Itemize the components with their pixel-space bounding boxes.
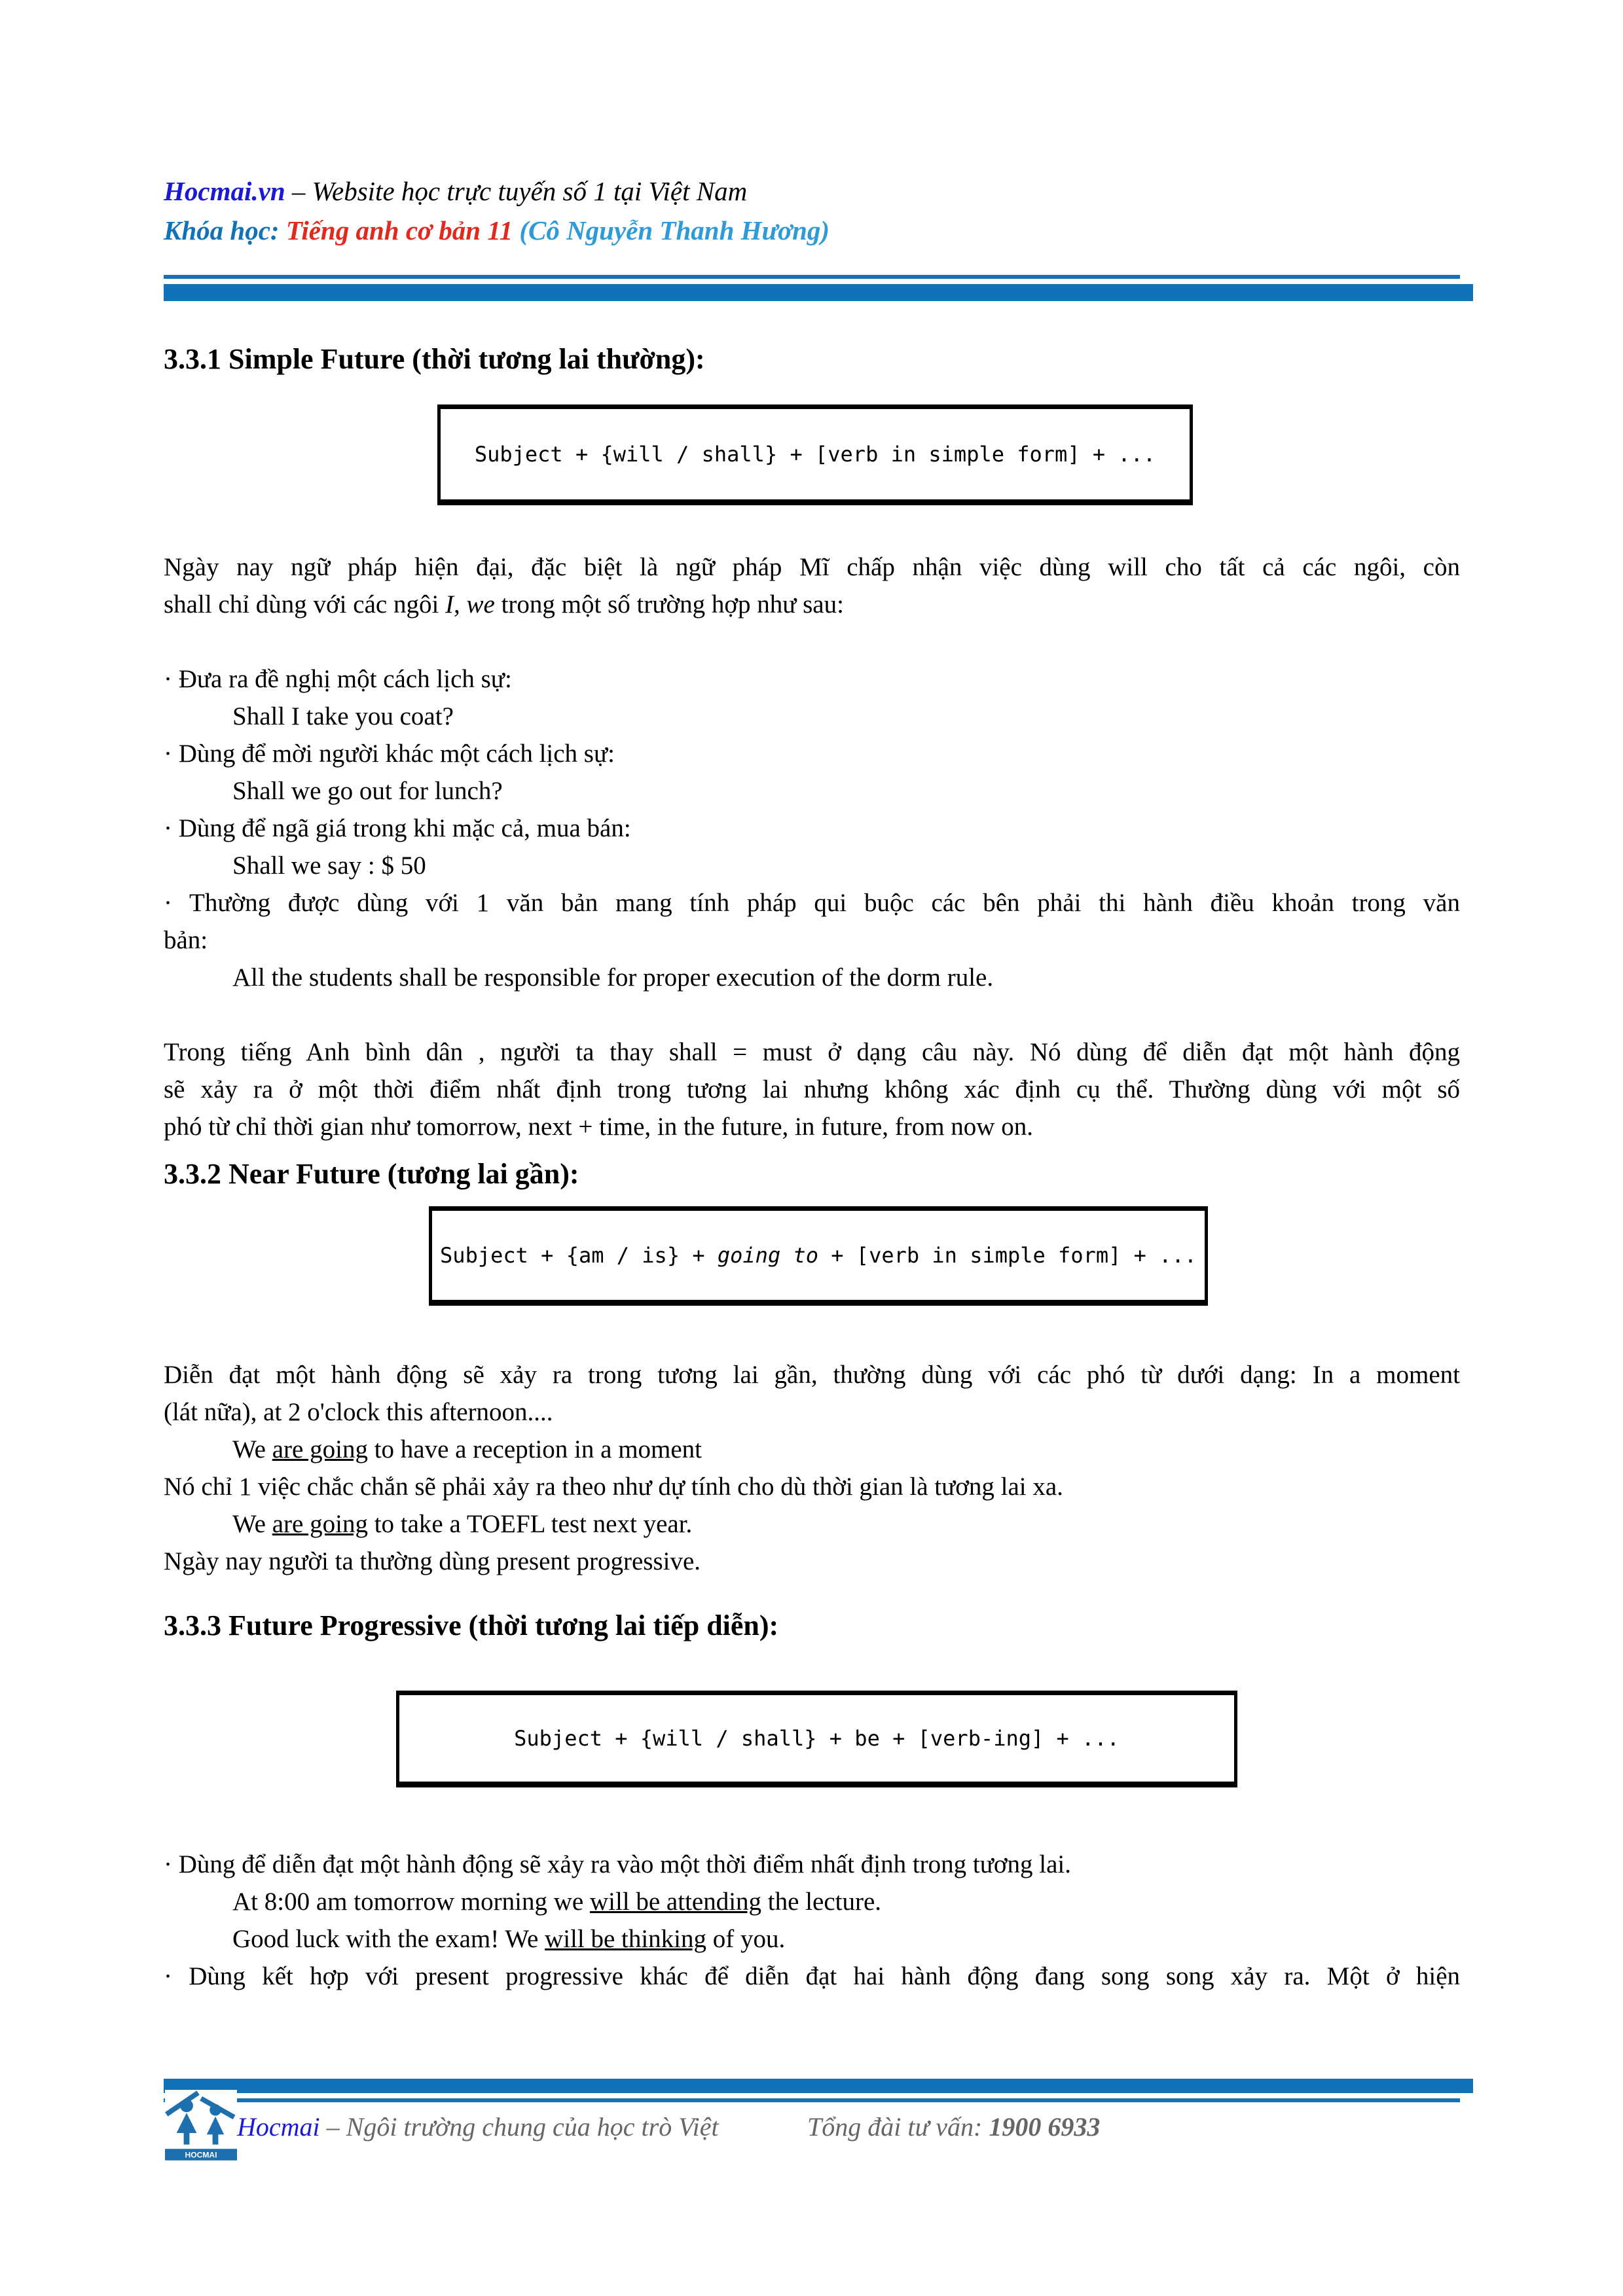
paragraph-line: Ngày nay ngữ pháp hiện đại, đặc biệt là ngữ pháp Mĩ chấp nhận việc dùng will cho tất cả các ngôi, còn <box>164 553 1460 581</box>
site-brand: Hocmai.vn <box>164 176 285 206</box>
section-heading-331: 3.3.1 Simple Future (thời tương lai thường): <box>164 343 705 375</box>
example-line: All the students shall be responsible for proper execution of the dorm rule. <box>232 963 994 992</box>
example-line: Shall we say : $ 50 <box>232 852 426 880</box>
course-label: Khóa học: <box>164 215 286 245</box>
formula-future-progressive: Subject + {will / shall} + be + [verb-ing] + ... <box>514 1726 1120 1751</box>
text-segment: We <box>232 1435 272 1463</box>
formula-segment: Subject + {am / is} + <box>440 1243 718 1268</box>
course-name: Tiếng anh cơ bản 11 <box>285 215 520 245</box>
paragraph-line: Ngày nay người ta thường dùng present progressive. <box>164 1547 701 1575</box>
header-line-2 <box>164 213 830 247</box>
paragraph-line: Nó chỉ 1 việc chắc chắn sẽ phải xảy ra theo như dự tính cho dù thời gian là tương lai xa. <box>164 1473 1063 1501</box>
hotline-label: Tổng đài tư vấn: <box>807 2112 989 2142</box>
formula-segment: + [verb in simple form] + ... <box>818 1243 1197 1268</box>
header-line-1 <box>164 174 747 208</box>
text-segment: trong một số trường hợp như sau: <box>494 590 844 619</box>
formula-simple-future: Subject + {will / shall} + [verb in simple form] + ... <box>474 442 1156 467</box>
footer-tagline <box>237 2110 719 2144</box>
bullet-line-continued: bản: <box>164 926 208 954</box>
text-segment: of you. <box>706 1925 786 1953</box>
example-line <box>232 1920 785 1958</box>
text-segment: the lecture. <box>761 1888 882 1916</box>
paragraph-line: (lát nữa), at 2 o'clock this afternoon.... <box>164 1398 553 1426</box>
formula-box-near-future <box>429 1206 1208 1306</box>
bullet-line: · Dùng kết hợp với present progressive khác để diễn đạt hai hành động đang song song xảy ra. Một ở hiện <box>164 1962 1460 1990</box>
hocmai-logo-icon <box>165 2089 237 2162</box>
text-segment: to take a TOEFL test next year. <box>367 1510 693 1538</box>
formula-near-future <box>440 1243 1197 1268</box>
paragraph-line <box>164 586 844 623</box>
footer-hotline <box>807 2110 1100 2144</box>
formula-segment-italic: going to <box>717 1243 818 1268</box>
example-line <box>232 1431 702 1468</box>
formula-box-future-progressive <box>396 1691 1237 1787</box>
section-heading-333: 3.3.3 Future Progressive (thời tương lai tiếp diễn): <box>164 1609 779 1641</box>
example-line: Shall we go out for lunch? <box>232 777 503 805</box>
text-segment-underlined: are going <box>272 1435 368 1463</box>
site-tagline: – Website học trực tuyến số 1 tại Việt Nam <box>285 176 748 206</box>
bullet-line: · Dùng để mời người khác một cách lịch sự: <box>164 740 615 768</box>
text-segment: We <box>232 1510 272 1538</box>
bullet-line: · Đưa ra đề nghị một cách lịch sự: <box>164 665 512 693</box>
text-segment-underlined: will be attending <box>589 1888 762 1916</box>
bullet-line: · Thường được dùng với 1 văn bản mang tính pháp qui buộc các bên phải thi hành điều khoản trong văn <box>164 889 1460 917</box>
text-segment: shall chỉ dùng với các ngôi <box>164 590 446 619</box>
footer-rule-thick <box>164 2079 1473 2093</box>
paragraph-line: phó từ chỉ thời gian như tomorrow, next + time, in the future, in future, from now on. <box>164 1113 1033 1141</box>
logo-text: HOCMAI <box>185 2150 217 2160</box>
paragraph-line: sẽ xảy ra ở một thời điểm nhất định trong tương lai nhưng không xác định cụ thể. Thường dùng với một số <box>164 1075 1460 1103</box>
text-segment-italic: I, we <box>445 590 495 619</box>
text-segment: At 8:00 am tomorrow morning we <box>232 1888 590 1916</box>
bullet-line: · Dùng để diễn đạt một hành động sẽ xảy ra vào một thời điểm nhất định trong tương lai. <box>164 1850 1071 1878</box>
formula-box-simple-future <box>437 404 1193 505</box>
text-segment: to have a reception in a moment <box>367 1435 702 1463</box>
header-rule-thin <box>164 275 1460 279</box>
text-segment-underlined: are going <box>272 1510 368 1538</box>
example-line <box>232 1505 692 1543</box>
hocmai-logo <box>165 2089 237 2162</box>
footer-rule-thin <box>164 2098 1460 2102</box>
text-segment: Good luck with the exam! We <box>232 1925 545 1953</box>
example-line <box>232 1883 881 1920</box>
text-segment-underlined: will be thinking <box>545 1925 707 1953</box>
course-teacher: (Cô Nguyễn Thanh Hương) <box>519 215 830 245</box>
paragraph-line: Trong tiếng Anh bình dân , người ta thay shall = must ở dạng câu này. Nó dùng để diễn đạt một hành động <box>164 1038 1460 1066</box>
example-line: Shall I take you coat? <box>232 702 454 730</box>
header-rule-thick <box>164 284 1473 301</box>
footer-tagline-text: – Ngôi trường chung của học trò Việt <box>319 2112 719 2142</box>
paragraph-line: Diễn đạt một hành động sẽ xảy ra trong tương lai gần, thường dùng với các phó từ dưới dạng: In a moment <box>164 1361 1460 1389</box>
footer-brand: Hocmai <box>237 2112 320 2142</box>
bullet-line: · Dùng để ngã giá trong khi mặc cả, mua bán: <box>164 814 631 842</box>
section-heading-332: 3.3.2 Near Future (tương lai gần): <box>164 1158 579 1190</box>
hotline-number: 1900 6933 <box>989 2112 1101 2142</box>
